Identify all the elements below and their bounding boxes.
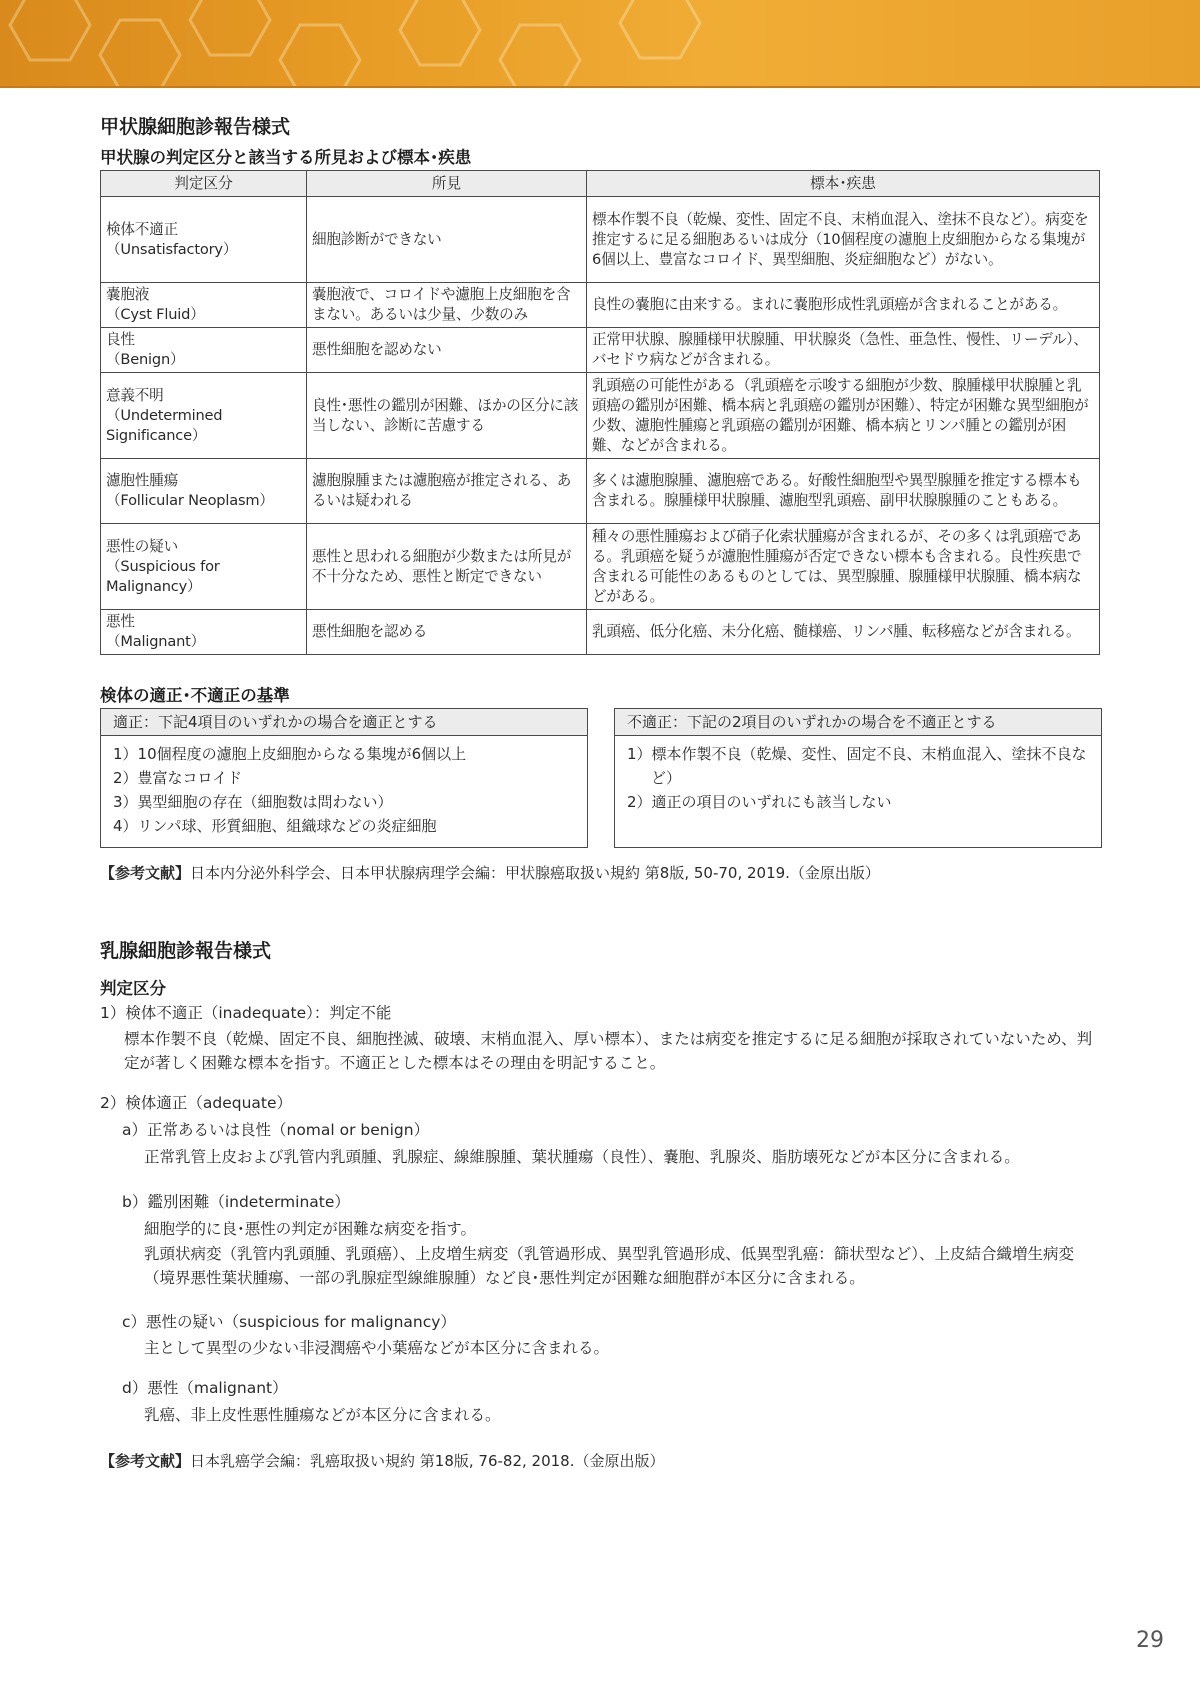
page-number: 29 [1136, 1628, 1164, 1653]
header-disease: 標本･疾患 [587, 171, 1100, 197]
breast-sub-d-text: 乳癌、非上皮性悪性腫瘍などが本区分に含まれる。 [144, 1406, 501, 1424]
breast-reference [100, 1450, 664, 1471]
row-finding: 細胞診断ができない [307, 197, 587, 283]
row-category: 悪性の疑い （Suspicious for Malignancy） [101, 524, 307, 610]
row-disease: 多くは濾胞腺腫、濾胞癌である。好酸性細胞型や異型腺腫を推定する標本も含まれる。腺腫様甲状腺腫、濾胞型乳頭癌、副甲状腺腺腫のこともある。 [587, 459, 1100, 524]
breast-subtitle: 判定区分 [100, 979, 166, 998]
row-category: 嚢胞液 （Cyst Fluid） [101, 283, 307, 328]
adequate-criteria-header: 適正：下記4項目のいずれかの場合を適正とする [101, 709, 587, 736]
row-finding: 悪性細胞を認めない [307, 328, 587, 373]
reference-label: 【参考文献】 [100, 1452, 191, 1470]
breast-sub-a-text: 正常乳管上皮および乳管内乳頭腫、乳腺症、線維腺腫、葉状腫瘍（良性）、嚢胞、乳腺炎、脂肪壊死などが本区分に含まれる。 [144, 1148, 1020, 1166]
table-row [101, 459, 1100, 524]
row-category: 濾胞性腫瘍 （Follicular Neoplasm） [101, 459, 307, 524]
breast-sub-c-text: 主として異型の少ない非浸潤癌や小葉癌などが本区分に含まれる。 [144, 1339, 610, 1357]
breast-sub-d-title: d）悪性（malignant） [122, 1379, 288, 1397]
header-finding: 所見 [307, 171, 587, 197]
row-disease: 良性の嚢胞に由来する。まれに嚢胞形成性乳頭癌が含まれることがある。 [587, 283, 1100, 328]
row-finding: 悪性細胞を認める [307, 610, 587, 655]
row-category: 良性 （Benign） [101, 328, 307, 373]
row-disease: 乳頭癌、低分化癌、未分化癌、髄様癌、リンパ腫、転移癌などが含まれる。 [587, 610, 1100, 655]
row-disease: 種々の悪性腫瘍および硝子化索状腫瘍が含まれるが、その多くは乳頭癌である。乳頭癌を疑うが濾胞性腫瘍が否定できない標本も含まれる。良性疾患で含まれる可能性のあるものとしては、異型腺腫、腺腫様甲状腺腫、橋本病などがある。 [587, 524, 1100, 610]
inadequate-criteria-list [615, 736, 1101, 814]
header-category: 判定区分 [101, 171, 307, 197]
header-banner [0, 0, 1200, 86]
breast-sub-c-title: c）悪性の疑い（suspicious for malignancy） [122, 1313, 456, 1331]
thyroid-table-title: 甲状腺の判定区分と該当する所見および標本･疾患 [100, 148, 472, 167]
row-category: 検体不適正 （Unsatisfactory） [101, 197, 307, 283]
list-item: 1）10個程度の濾胞上皮細胞からなる集塊が6個以上 [113, 745, 467, 763]
row-finding: 嚢胞液で、コロイドや濾胞上皮細胞を含まない。あるいは少量、少数のみ [307, 283, 587, 328]
row-finding: 濾胞腺腫または濾胞癌が推定される、あるいは疑われる [307, 459, 587, 524]
criteria-title: 検体の適正･不適正の基準 [100, 686, 290, 705]
row-category: 悪性 （Malignant） [101, 610, 307, 655]
breast-sub-b-text1: 細胞学的に良･悪性の判定が困難な病変を指す。 [144, 1220, 477, 1238]
list-item: 1）標本作製不良（乾燥、変性、固定不良、末梢血混入、塗抹不良など） [627, 745, 1087, 787]
table-row [101, 328, 1100, 373]
reference-text: 日本乳癌学会編：乳癌取扱い規約 第18版, 76-82, 2018.（金原出版） [190, 1452, 665, 1470]
breast-section-title: 乳腺細胞診報告様式 [100, 940, 272, 962]
table-row [101, 373, 1100, 459]
reference-text: 日本内分泌外科学会、日本甲状腺病理学会編：甲状腺癌取扱い規約 第8版, 50-70, 2019.（金原出版） [190, 864, 880, 882]
hexagon-pattern-decoration [0, 0, 1200, 86]
row-disease: 標本作製不良（乾燥、変性、固定不良、末梢血混入、塗抹不良など）。病変を推定するに足る細胞あるいは成分（10個程度の濾胞上皮細胞からなる集塊が6個以上、豊富なコロイド、異型細胞、炎症細胞など）がない。 [587, 197, 1100, 283]
inadequate-criteria-header: 不適正：下記の2項目のいずれかの場合を不適正とする [615, 709, 1101, 736]
list-item: 2）適正の項目のいずれにも該当しない [627, 793, 892, 811]
inadequate-criteria-box [614, 708, 1102, 848]
table-row [101, 610, 1100, 655]
breast-item2-title: 2）検体適正（adequate） [100, 1094, 293, 1112]
list-item: 2）豊富なコロイド [113, 769, 243, 787]
table-header-row [101, 171, 1100, 197]
breast-item1-title: 1）検体不適正（inadequate）：判定不能 [100, 1004, 392, 1022]
breast-sub-b-text2: 乳頭状病変（乳管内乳頭腫、乳頭癌）、上皮増生病変（乳管過形成、異型乳管過形成、低異型乳癌：篩状型など）、上皮結合織増生病変（境界悪性葉状腫瘍、一部の乳腺症型線維腺腫）など良･悪性判定が困難な細胞群が本区分に含まれる。 [144, 1245, 1075, 1287]
thyroid-judgement-table [100, 170, 1100, 655]
breast-item1-text: 標本作製不良（乾燥、固定不良、細胞挫滅、破壊、末梢血混入、厚い標本）、または病変を推定するに足る細胞が採取されていないため、判定が著しく困難な標本を指す。不適正とした標本はその理由を明記すること。 [124, 1030, 1093, 1072]
thyroid-reference [100, 862, 880, 883]
header-rule [0, 86, 1200, 88]
thyroid-section-title: 甲状腺細胞診報告様式 [100, 116, 291, 138]
table-row [101, 197, 1100, 283]
list-item: 4）リンパ球、形質細胞、組織球などの炎症細胞 [113, 817, 437, 835]
breast-sub-b-title: b）鑑別困難（indeterminate） [122, 1193, 350, 1211]
breast-sub-a-title: a）正常あるいは良性（nomal or benign） [122, 1121, 430, 1139]
row-disease: 正常甲状腺、腺腫様甲状腺腫、甲状腺炎（急性、亜急性、慢性、リーデル）、バセドウ病などが含まれる。 [587, 328, 1100, 373]
list-item: 3）異型細胞の存在（細胞数は問わない） [113, 793, 393, 811]
table-row [101, 283, 1100, 328]
row-category: 意義不明 （Undetermined Significance） [101, 373, 307, 459]
table-row [101, 524, 1100, 610]
adequate-criteria-list [101, 736, 587, 838]
row-disease: 乳頭癌の可能性がある（乳頭癌を示唆する細胞が少数、腺腫様甲状腺腫と乳頭癌の鑑別が困難、橋本病と乳頭癌の鑑別が困難）、特定が困難な異型細胞が少数、濾胞性腫瘍と乳頭癌の鑑別が困難、橋本病とリンパ腫との鑑別が困難、などが含まれる。 [587, 373, 1100, 459]
reference-label: 【参考文献】 [100, 864, 191, 882]
row-finding: 悪性と思われる細胞が少数または所見が不十分なため、悪性と断定できない [307, 524, 587, 610]
adequate-criteria-box [100, 708, 588, 848]
row-finding: 良性･悪性の鑑別が困難、ほかの区分に該当しない、診断に苦慮する [307, 373, 587, 459]
